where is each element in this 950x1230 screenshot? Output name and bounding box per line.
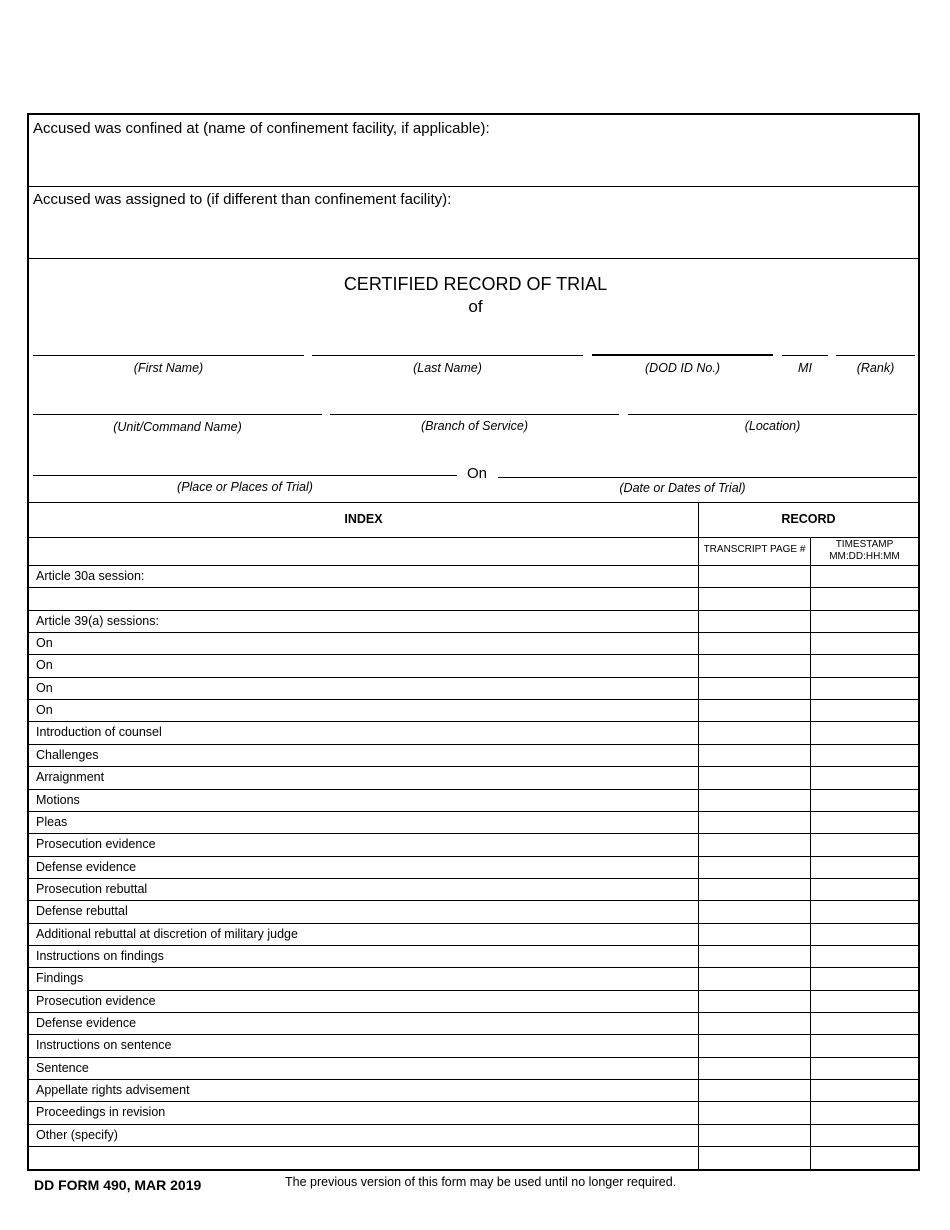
row-label: Defense evidence (36, 859, 137, 874)
row-label: Prosecution evidence (36, 993, 156, 1008)
rank-field[interactable] (836, 355, 915, 356)
row-label: Defense evidence (36, 1016, 137, 1030)
on-label: On (467, 465, 488, 482)
form-frame (27, 113, 920, 1171)
record-header: RECORD (781, 512, 836, 526)
table-row[interactable] (29, 833, 918, 855)
table-row[interactable] (29, 945, 918, 967)
table-row[interactable] (29, 789, 918, 811)
divider (29, 502, 918, 503)
table-row[interactable] (29, 587, 918, 609)
table-row[interactable] (29, 878, 918, 900)
confined-label: Accused was confined at (name of confinement facility, if applicable): (33, 120, 490, 137)
dod-id-field[interactable] (592, 354, 773, 356)
location-field[interactable] (628, 414, 917, 415)
table-row[interactable] (29, 1012, 918, 1034)
table-row[interactable] (29, 923, 918, 945)
table-row[interactable] (29, 721, 918, 743)
row-label: On (36, 658, 53, 673)
first-name-field[interactable] (33, 355, 304, 356)
row-label: Challenges (36, 747, 99, 762)
divider (29, 186, 918, 187)
row-label: Pleas (36, 814, 68, 829)
table-row[interactable] (29, 1034, 918, 1056)
branch-field[interactable] (330, 414, 619, 415)
place-field[interactable] (33, 475, 457, 476)
table-row[interactable] (29, 654, 918, 676)
row-label: Proceedings in revision (36, 1105, 166, 1120)
divider (29, 537, 918, 538)
last-name-caption: (Last Name) (413, 361, 482, 375)
first-name-caption: (First Name) (133, 361, 204, 375)
table-row[interactable] (29, 1146, 918, 1168)
footer-note: The previous version of this form may be used until no longer required. (285, 1175, 677, 1189)
row-label: On (36, 680, 53, 695)
table-row[interactable] (29, 900, 918, 922)
table-row[interactable] (29, 766, 918, 788)
table-row[interactable] (29, 565, 918, 587)
table-row[interactable] (29, 1124, 918, 1146)
row-label: Additional rebuttal at discretion of military judge (36, 926, 298, 941)
index-header: INDEX (344, 512, 383, 526)
date-field[interactable] (498, 477, 917, 478)
table-row[interactable] (29, 632, 918, 654)
table-row[interactable] (29, 990, 918, 1012)
table-row[interactable] (29, 699, 918, 721)
row-label: Article 30a session: (36, 569, 145, 583)
unit-field[interactable] (33, 414, 322, 415)
table-row[interactable] (29, 1101, 918, 1123)
row-label: Prosecution evidence (36, 837, 156, 852)
timestamp-header-format: MM:DD:HH:MM (829, 551, 900, 562)
row-label: Defense rebuttal (36, 904, 128, 919)
row-label: Findings (36, 971, 84, 986)
table-row[interactable] (29, 856, 918, 878)
row-label: Article 39(a) sessions: (36, 613, 159, 628)
divider (29, 258, 918, 259)
rank-caption: (Rank) (856, 361, 895, 375)
row-label: Other (specify) (36, 1127, 118, 1142)
dod-id-caption: (DOD ID No.) (645, 361, 720, 375)
assigned-label: Accused was assigned to (if different than confinement facility): (33, 191, 452, 208)
row-label: Motions (36, 792, 80, 807)
place-caption: (Place or Places of Trial) (177, 480, 313, 494)
row-label: Arraignment (36, 770, 105, 785)
location-caption: (Location) (744, 419, 801, 433)
transcript-page-header: TRANSCRIPT PAGE # (703, 544, 806, 555)
table-row[interactable] (29, 1057, 918, 1079)
last-name-field[interactable] (312, 355, 583, 356)
branch-caption: (Branch of Service) (421, 419, 528, 433)
table-row[interactable] (29, 610, 918, 632)
row-label: Sentence (36, 1060, 89, 1075)
date-caption: (Date or Dates of Trial) (619, 481, 746, 495)
timestamp-header-title: TIMESTAMP (835, 539, 894, 550)
row-label: On (36, 703, 53, 718)
form-id: DD FORM 490, MAR 2019 (34, 1177, 202, 1193)
table-row[interactable] (29, 811, 918, 833)
row-label: Prosecution rebuttal (36, 881, 148, 896)
row-label: Instructions on findings (36, 948, 164, 963)
table-row[interactable] (29, 967, 918, 989)
table-row[interactable] (29, 677, 918, 699)
table-row[interactable] (29, 1079, 918, 1101)
row-label: Appellate rights advisement (36, 1083, 190, 1098)
form-title: CERTIFIED RECORD OF TRIAL (343, 274, 608, 294)
mi-field[interactable] (782, 355, 828, 356)
table-row[interactable] (29, 744, 918, 766)
timestamp-header (811, 539, 918, 563)
row-label: Instructions on sentence (36, 1038, 172, 1053)
unit-caption: (Unit/Command Name) (113, 420, 242, 434)
mi-caption: MI (798, 361, 812, 375)
row-label: On (36, 636, 53, 651)
row-label: Introduction of counsel (36, 725, 162, 740)
form-subtitle: of (468, 297, 483, 316)
